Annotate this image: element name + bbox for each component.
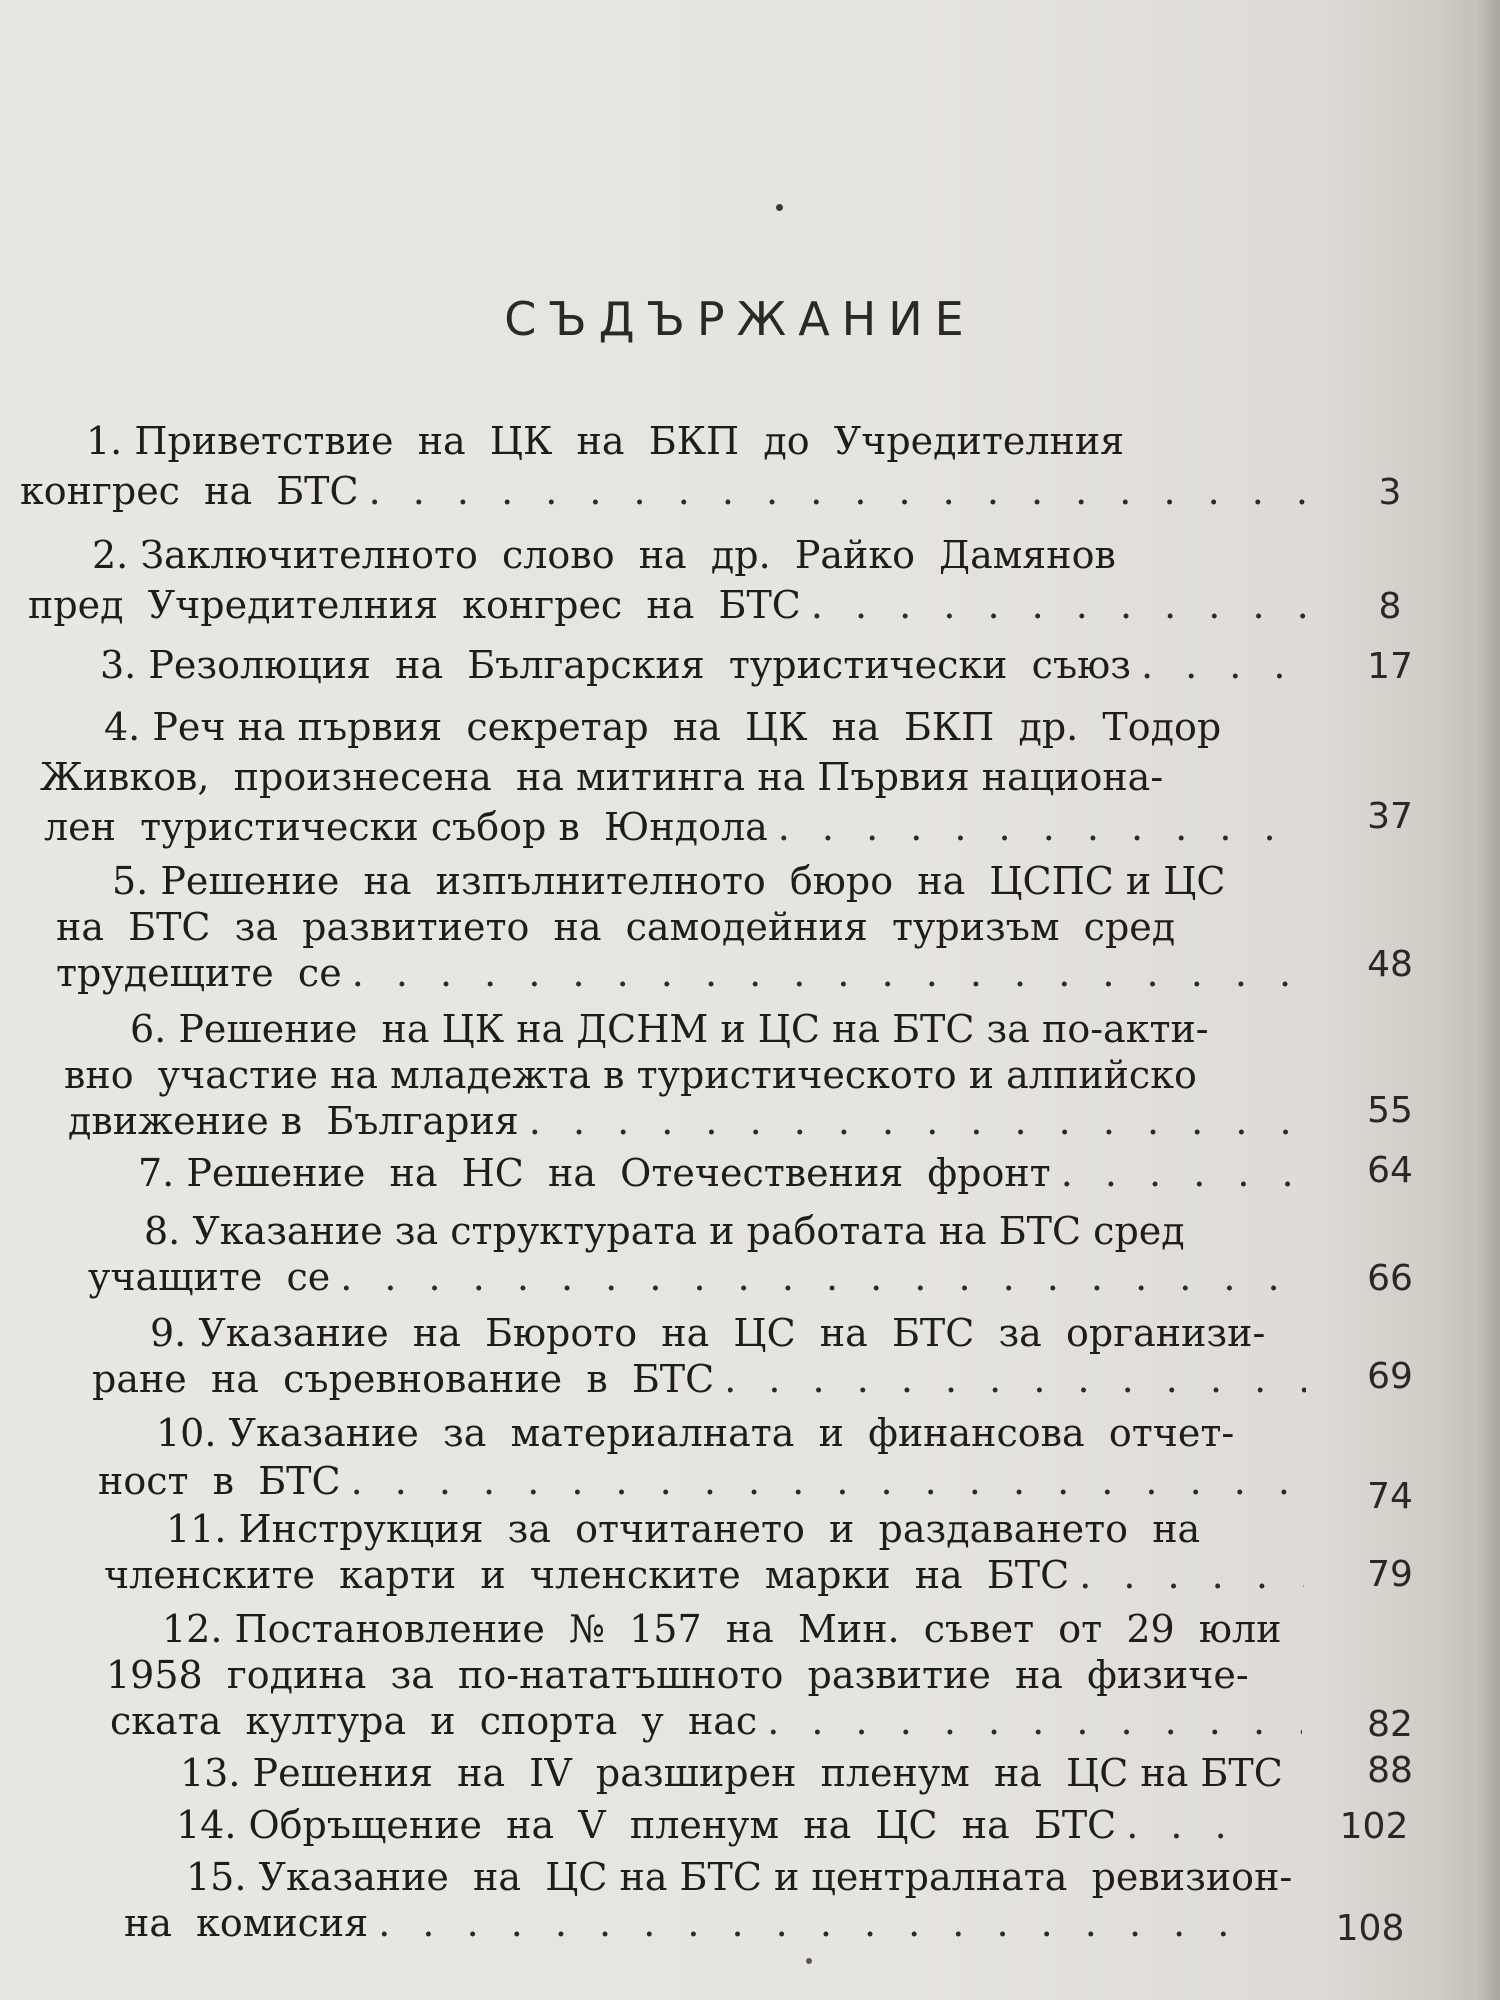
toc-entry-text: 8. Указание за структурата и работата на БТС сред (144, 1209, 1185, 1253)
page-number: 79 (1367, 1554, 1413, 1595)
page-number: 102 (1339, 1806, 1409, 1847)
toc-entry-text: 10. Указание за материалната и финансова отчет- (156, 1411, 1235, 1455)
toc-entry-text: конгрес на БТС (20, 469, 359, 513)
toc-entry-text: пред Учредителния конгрес на БТС (28, 583, 801, 627)
page-number: 3 (1378, 472, 1402, 513)
toc-entry-text: 4. Реч на първия секретар на ЦК на БКП др. Тодор (104, 705, 1222, 749)
toc-entry-text: членските карти и членските марки на БТС (104, 1553, 1070, 1597)
leader-dots (340, 1252, 1306, 1302)
page-number: 37 (1367, 796, 1413, 837)
page-number: 82 (1367, 1704, 1413, 1745)
toc-entry-text: 5. Решение на изпълнителното бюро на ЦСПС и ЦС (112, 859, 1226, 903)
toc-entry-text: ране на съревнование в БТС (92, 1357, 715, 1401)
leader-dots (369, 466, 1310, 516)
page-number: 74 (1367, 1476, 1413, 1517)
toc-entry-text: 2. Заключителното слово на др. Райко Дамянов (92, 533, 1116, 577)
toc-entry-text: 1958 година за по-нататъшното развитие на физиче- (106, 1653, 1249, 1697)
toc-entry-text: ност в БТС (98, 1459, 341, 1503)
leader-dots (811, 580, 1310, 630)
toc-entry-text: на БТС за развитието на самодейния туризъм сред (56, 905, 1176, 949)
leader-dots (1079, 1550, 1304, 1600)
toc-entry-text: движение в България (68, 1099, 519, 1143)
leader-dots (724, 1354, 1306, 1404)
toc-entry-text: 1. Приветствие на ЦК на БКП до Учредителния (86, 419, 1125, 463)
ink-dot (776, 204, 783, 211)
leader-dots (778, 802, 1310, 852)
toc-entry-text: 15. Указание на ЦС на БТС и централната ревизион- (186, 1855, 1293, 1899)
toc-entry-text: Живков, произнесена на митинга на Първия национа- (40, 755, 1164, 799)
toc-entry-text: вно участие на младежта в туристическото и алпийско (64, 1053, 1197, 1097)
toc-entry-text: учащите се (88, 1255, 331, 1299)
leader-dots (1126, 1800, 1244, 1850)
toc-entry-text: 7. Решение на НС на Отечествения фронт (138, 1151, 1051, 1195)
toc-entry-text: 6. Решение на ЦК на ДСНМ и ЦС на БТС за по-акти- (130, 1007, 1209, 1051)
toc-entry-text: 14. Обръщение на V пленум на ЦС на БТС (176, 1803, 1117, 1847)
contents-heading: СЪДЪРЖАНИЕ (504, 292, 976, 346)
leader-dots (352, 948, 1306, 998)
leader-dots (529, 1096, 1306, 1146)
toc-entry-text: ската култура и спорта у нас (110, 1699, 758, 1743)
page-number: 17 (1367, 646, 1413, 687)
page-number: 66 (1367, 1258, 1413, 1299)
toc-entry-text: 12. Постановление № 157 на Мин. съвет от 29 юли (162, 1607, 1282, 1651)
page-number: 64 (1367, 1150, 1413, 1191)
leader-dots (378, 1898, 1260, 1948)
leader-dots (1141, 640, 1310, 690)
page-number: 55 (1367, 1090, 1413, 1131)
ink-dot-bottom (806, 1958, 812, 1964)
toc-entry-text: 9. Указание на Бюрото на ЦС на БТС за организи- (150, 1311, 1266, 1355)
toc-entry-text: на комисия (124, 1901, 369, 1945)
leader-dots (767, 1696, 1302, 1746)
page-number: 88 (1367, 1750, 1413, 1791)
leader-dots (351, 1456, 1306, 1506)
page-number: 48 (1367, 944, 1413, 985)
toc-entry-text: 3. Резолюция на Българския туристически съюз (100, 643, 1131, 687)
toc-entry-text: 11. Инструкция за отчитането и раздаването на (166, 1507, 1201, 1551)
page-number: 8 (1378, 586, 1402, 627)
toc-entry-text: 13. Решения на IV разширен пленум на ЦС на БТС (180, 1751, 1283, 1795)
page-number: 69 (1367, 1356, 1413, 1397)
toc-entry-text: лен туристически събор в Юндола (44, 805, 768, 849)
toc-entry-text: трудещите се (56, 951, 342, 995)
page-number: 108 (1335, 1908, 1405, 1949)
leader-dots (1061, 1148, 1306, 1198)
